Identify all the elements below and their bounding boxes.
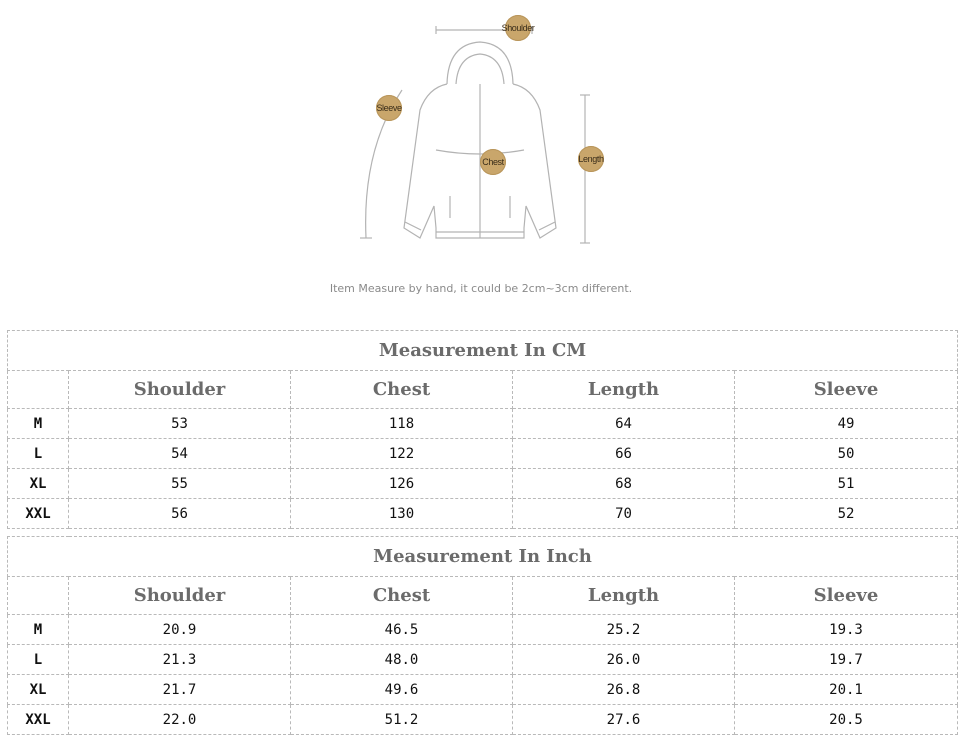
column-header: Chest: [291, 577, 513, 615]
table-cell: 51: [735, 469, 958, 499]
size-label: L: [8, 439, 69, 469]
size-label: L: [8, 645, 69, 675]
table-row: [8, 499, 958, 529]
table-cell: 64: [513, 409, 735, 439]
size-label: XXL: [8, 705, 69, 735]
size-label: XL: [8, 469, 69, 499]
table-cell: 68: [513, 469, 735, 499]
table-cell: 49: [735, 409, 958, 439]
table-cell: 130: [291, 499, 513, 529]
table-cell: 22.0: [69, 705, 291, 735]
table-cell: 19.3: [735, 615, 958, 645]
size-label: M: [8, 615, 69, 645]
table-cell: 25.2: [513, 615, 735, 645]
table-cell: 52: [735, 499, 958, 529]
table-row: [8, 469, 958, 499]
size-label: XXL: [8, 499, 69, 529]
table-row: [8, 615, 958, 645]
corner-cell: [8, 371, 69, 409]
table-cell: 26.8: [513, 675, 735, 705]
table-row: [8, 705, 958, 735]
size-label: M: [8, 409, 69, 439]
table-cell: 21.3: [69, 645, 291, 675]
column-header: Length: [513, 577, 735, 615]
table-cell: 48.0: [291, 645, 513, 675]
length-badge: Length: [578, 146, 604, 172]
column-header: Shoulder: [69, 577, 291, 615]
table-cell: 49.6: [291, 675, 513, 705]
hoodie-diagram: [0, 0, 962, 325]
table-cell: 122: [291, 439, 513, 469]
table-cell: 66: [513, 439, 735, 469]
size-label: XL: [8, 675, 69, 705]
sleeve-badge: Sleeve: [376, 95, 402, 121]
table-cell: 53: [69, 409, 291, 439]
table-cell: 20.9: [69, 615, 291, 645]
table-cell: 19.7: [735, 645, 958, 675]
table-title: Measurement In CM: [8, 331, 958, 371]
table-cell: 70: [513, 499, 735, 529]
table-cell: 118: [291, 409, 513, 439]
table-cell: 55: [69, 469, 291, 499]
table-cell: 20.5: [735, 705, 958, 735]
size-table-cm: [7, 330, 958, 529]
size-table-inch: [7, 536, 958, 735]
table-row: [8, 409, 958, 439]
measure-note: Item Measure by hand, it could be 2cm~3cm different.: [329, 282, 633, 295]
table-row: [8, 645, 958, 675]
table-cell: 26.0: [513, 645, 735, 675]
table-row: [8, 675, 958, 705]
table-cell: 27.6: [513, 705, 735, 735]
column-header: Length: [513, 371, 735, 409]
table-cell: 50: [735, 439, 958, 469]
table-cell: 56: [69, 499, 291, 529]
table-row: [8, 439, 958, 469]
column-header: Sleeve: [735, 371, 958, 409]
column-header: Shoulder: [69, 371, 291, 409]
table-cell: 46.5: [291, 615, 513, 645]
table-title: Measurement In Inch: [8, 537, 958, 577]
table-cell: 21.7: [69, 675, 291, 705]
table-cell: 126: [291, 469, 513, 499]
column-header: Chest: [291, 371, 513, 409]
table-cell: 51.2: [291, 705, 513, 735]
shoulder-badge: Shoulder: [505, 15, 531, 41]
corner-cell: [8, 577, 69, 615]
chest-badge: Chest: [480, 149, 506, 175]
table-cell: 54: [69, 439, 291, 469]
column-header: Sleeve: [735, 577, 958, 615]
table-cell: 20.1: [735, 675, 958, 705]
